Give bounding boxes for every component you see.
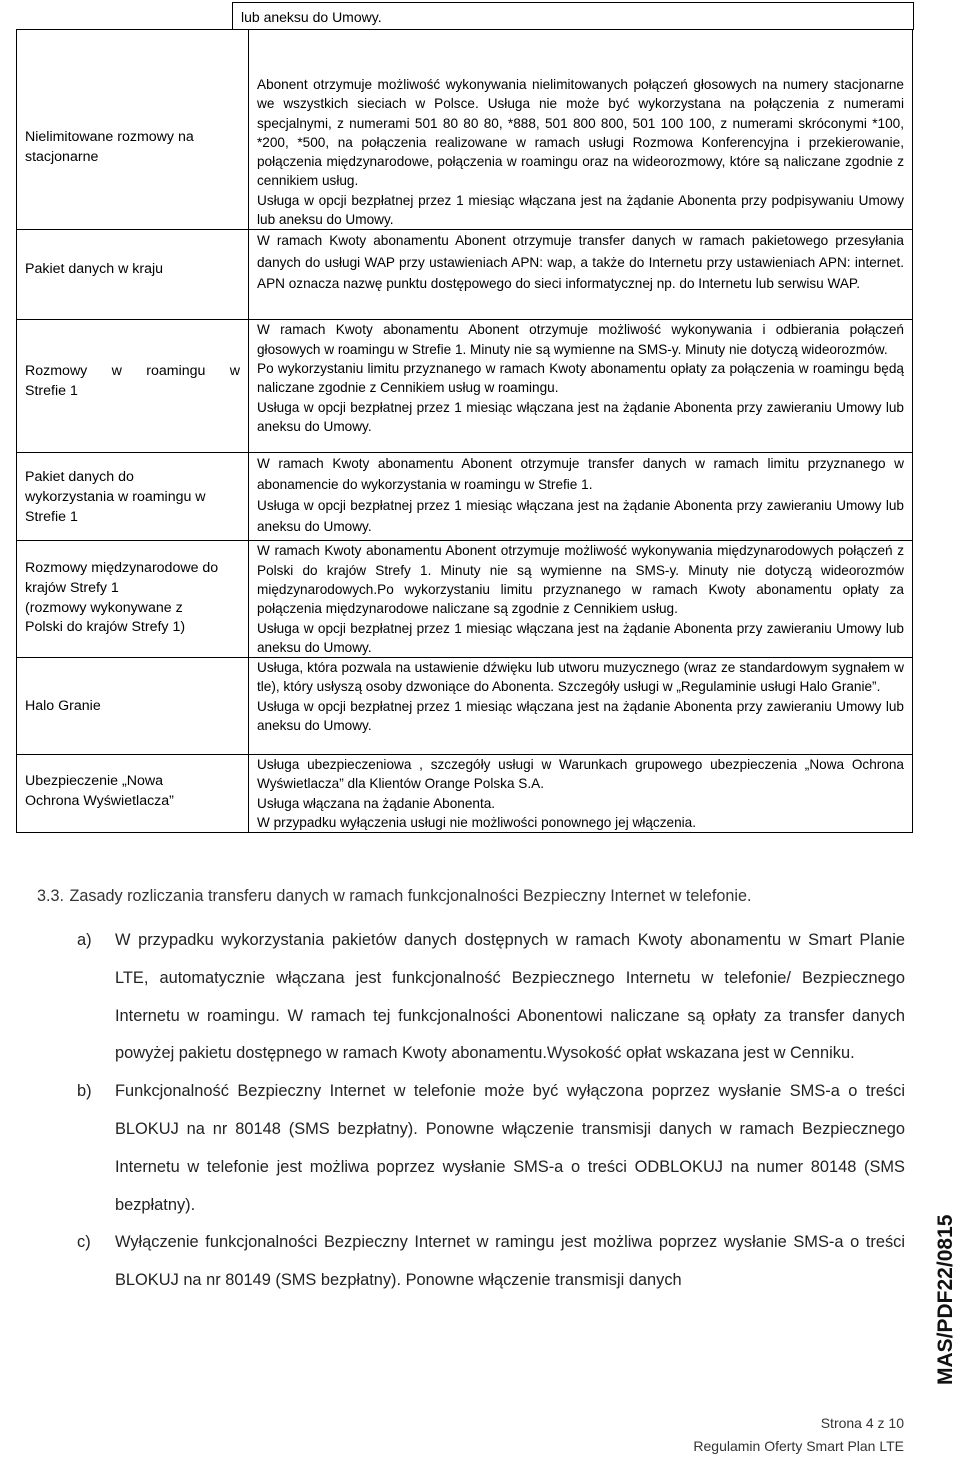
service-description-cell bbox=[249, 453, 913, 541]
list-item bbox=[77, 922, 905, 1073]
service-label-line: Pakiet danych do bbox=[25, 469, 134, 486]
description-paragraph: Usługa włączana na żądanie Abonenta. bbox=[257, 795, 496, 811]
service-description-cell bbox=[249, 755, 913, 833]
page-number: Strona 4 z 10 bbox=[820, 1415, 904, 1431]
service-description-cell bbox=[249, 658, 913, 755]
list-marker: b) bbox=[77, 1082, 92, 1101]
description-paragraph: W ramach Kwoty abonamentu Abonent otrzymuje możliwość wykonywania i odbierania połączeń głosowych w roamingu w Strefie 1. Minuty nie są wymienne na SMS-y. Minuty nie dotyczą wideorozmów. bbox=[257, 322, 904, 357]
description-paragraph: Usługa w opcji bezpłatnej przez 1 miesiąc włączana jest na żądanie Abonenta przy zawieraniu Umowy lub aneksu do Umowy. bbox=[257, 698, 904, 734]
service-label-cell bbox=[17, 320, 249, 453]
service-description-cell bbox=[249, 541, 913, 658]
service-label-line: (rozmowy wykonywane z bbox=[25, 599, 183, 616]
section-title: Zasady rozliczania transferu danych w ramach funkcjonalności Bezpieczny Internet w telefonie. bbox=[69, 887, 752, 905]
service-label-cell bbox=[17, 453, 249, 541]
service-description-cell bbox=[249, 230, 913, 320]
service-label-line: Rozmowy w roamingu w bbox=[25, 363, 240, 380]
service-label-cell bbox=[17, 30, 249, 230]
description-paragraph: Usługa w opcji bezpłatnej przez 1 miesiąc włączana jest na żądanie Abonenta przy zawieraniu Umowy lub aneksu do Umowy. bbox=[257, 620, 904, 655]
list-marker: a) bbox=[77, 931, 92, 949]
list-marker: c) bbox=[77, 1233, 91, 1252]
service-label-line: Rozmowy międzynarodowe do bbox=[25, 560, 219, 577]
table-row bbox=[17, 658, 913, 755]
service-description-cell bbox=[249, 320, 913, 453]
table-continuation-row bbox=[232, 2, 914, 30]
service-label-line: Halo Granie bbox=[25, 698, 101, 715]
services-table bbox=[16, 29, 913, 833]
service-label-cell bbox=[17, 541, 249, 658]
table-row bbox=[17, 541, 913, 658]
description-paragraph: W ramach Kwoty abonamentu Abonent otrzymuje transfer danych w ramach limitu przyznanego w abonamencie do wykorzystania w roamingu w Strefie 1. bbox=[257, 456, 904, 493]
service-label-line: krajów Strefy 1 bbox=[25, 579, 119, 596]
description-paragraph: Abonent otrzymuje możliwość wykonywania nielimitowanych połączeń głosowych na numery stacjonarne we wszystkich sieciach w Polsce. Usługa nie może być wykorzystana na połączenia z numerami specjalnymi, z numerami 501 80 80 80, *888, 501 800 800, 501 100 100, z numerami skróconymi *100, *200, *500, na połączenia realizowane w ramach usługi Rozmowa Konferencyjna i przekierowanie, połączenia międzynarodowe, połączenia w roamingu oraz na wideorozmowy, które są naliczane zgodnie z cennikiem usług. bbox=[257, 77, 904, 189]
table-row bbox=[17, 453, 913, 541]
description-paragraph: Usługa w opcji bezpłatnej przez 1 miesiąc włączana jest na żądanie Abonenta przy zawieraniu Umowy lub aneksu do Umowy. bbox=[257, 399, 904, 434]
list-item-text: Funkcjonalność Bezpieczny Internet w telefonie może być wyłączona poprzez wysłanie SMS-a o treści BLOKUJ na nr 80148 (SMS bezpłatny). Ponowne włączenie transmisji danych w ramach Bezpiecznego Internetu w telefonie jest możliwa poprzez wysłanie SMS-a o treści ODBLOKUJ na numer 80148 (SMS bezpłatny). bbox=[115, 1082, 905, 1214]
service-label-line: wykorzystania w roamingu w bbox=[25, 488, 206, 505]
description-paragraph: Usługa ubezpieczeniowa , szczegóły usługi w Warunkach grupowego ubezpieczenia „Nowa Ochrona Wyświetlacza” dla Klientów Orange Polska S.A. bbox=[257, 757, 904, 792]
rules-list bbox=[77, 922, 905, 1300]
description-paragraph: Usługa, która pozwala na ustawienie dźwięku lub utworu muzycznego (wraz ze standardowym sygnałem w tle), który usłyszą osoby dzwoniące do Abonenta. Szczegóły usługi w „Regulaminie usługi Halo Granie”. bbox=[257, 660, 904, 695]
service-label-line: Polski do krajów Strefy 1) bbox=[25, 619, 186, 636]
description-paragraph: W ramach Kwoty abonamentu Abonent otrzymuje możliwość wykonywania międzynarodowych połączeń z Polski do krajów Strefy 1. Minuty nie są wymienne na SMS-y. Minuty nie dotyczą wideorozmów międzynarodowych.Po wykorzystaniu limitu przyznanego w ramach Kwoty abonamentu opłaty za połączenia międzynarodowe naliczane są zgodnie z Cennikiem usług. bbox=[257, 543, 904, 617]
document-code: MAS/PDF22/0815 bbox=[934, 1214, 957, 1385]
service-label-line: Pakiet danych w kraju bbox=[25, 261, 164, 278]
service-label-line: Strefie 1 bbox=[25, 382, 78, 399]
service-label-cell bbox=[17, 658, 249, 755]
table-row bbox=[17, 755, 913, 833]
description-paragraph: Po wykorzystaniu limitu przyznanego w ramach Kwoty abonamentu opłaty za połączenia w roamingu będą naliczane zgodnie z Cennikiem usług w roamingu. bbox=[257, 360, 904, 396]
service-label-line: Ubezpieczenie „Nowa bbox=[25, 773, 164, 790]
service-description-cell bbox=[249, 30, 913, 230]
list-item-text: Wyłączenie funkcjonalności Bezpieczny Internet w ramingu jest możliwa poprzez wysłanie SMS-a o treści BLOKUJ na nr 80149 (SMS bezpłatny). Ponowne włączenie transmisji danych bbox=[115, 1233, 905, 1290]
list-item bbox=[77, 1224, 905, 1300]
section-heading bbox=[37, 887, 917, 906]
description-paragraph: Usługa w opcji bezpłatnej przez 1 miesiąc włączana jest na żądanie Abonenta przy podpisywaniu Umowy lub aneksu do Umowy. bbox=[257, 192, 904, 228]
table-row bbox=[17, 230, 913, 320]
service-label-cell bbox=[17, 755, 249, 833]
table-row bbox=[17, 30, 913, 230]
table-row bbox=[17, 320, 913, 453]
list-item-text: W przypadku wykorzystania pakietów danych dostępnych w ramach Kwoty abonamentu w Smart Planie LTE, automatycznie włączana jest funkcjonalność Bezpiecznego Internetu w telefonie/ Bezpiecznego Internetu w roamingu. W ramach tej funkcjonalności Abonentowi naliczane są opłaty za transfer danych powyżej pakietu dostępnego w ramach Kwoty abonamentu.Wysokość opłat wskazana jest w Cenniku. bbox=[115, 931, 905, 1063]
service-label-line: Nielimitowane rozmowy na bbox=[25, 129, 194, 145]
service-label-line: stacjonarne bbox=[25, 148, 99, 165]
list-item bbox=[77, 1073, 905, 1224]
section-number: 3.3. bbox=[37, 887, 65, 905]
service-label-line: Ochrona Wyświetlacza” bbox=[25, 792, 174, 809]
description-paragraph: Usługa w opcji bezpłatnej przez 1 miesiąc włączana jest na żądanie Abonenta przy zawieraniu Umowy lub aneksu do Umowy. bbox=[257, 498, 904, 535]
description-paragraph: W przypadku wyłączenia usługi nie możliwości ponownego jej włączenia. bbox=[257, 815, 696, 831]
continuation-text: lub aneksu do Umowy. bbox=[241, 9, 382, 25]
description-paragraph: W ramach Kwoty abonamentu Abonent otrzymuje transfer danych w ramach pakietowego przesyłania danych do usługi WAP przy ustawieniach APN: wap, a także do Internetu przy ustawieniach APN: internet. APN oznacza nazwę punktu dostępowego do sieci informatycznej np. do Internetu lub serwisu WAP. bbox=[257, 233, 904, 292]
service-label-line: Strefie 1 bbox=[25, 508, 78, 525]
service-label-cell bbox=[17, 230, 249, 320]
document-title: Regulamin Oferty Smart Plan LTE bbox=[693, 1438, 904, 1454]
